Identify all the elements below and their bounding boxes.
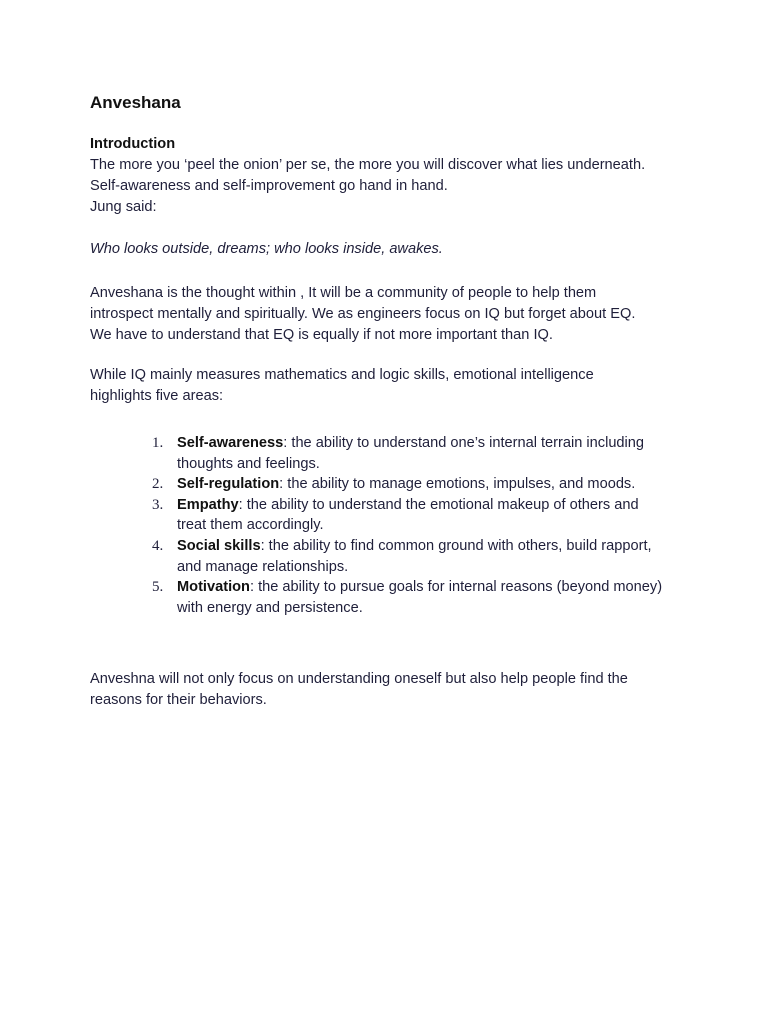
list-number: 2. — [152, 476, 164, 493]
introduction-section — [90, 134, 690, 218]
paragraph-line: reasons for their behaviors. — [90, 692, 267, 708]
list-description: thoughts and feelings. — [177, 455, 320, 472]
list-term: Motivation — [177, 579, 250, 596]
list-item — [90, 536, 687, 577]
list-item — [90, 495, 687, 536]
paragraph-line: While IQ mainly measures mathematics and logic skills, emotional intelligence — [90, 367, 594, 383]
document-page — [90, 0, 690, 1024]
list-number: 1. — [152, 435, 164, 451]
intro-line: Self-awareness and self-improvement go hand in hand. — [90, 178, 448, 194]
list-description: : the ability to understand one’s internal terrain including — [283, 435, 645, 451]
list-description: : the ability to understand the emotional makeup of others and — [238, 496, 639, 513]
paragraph-line: We have to understand that EQ is equally if not more important than IQ. — [90, 327, 553, 343]
eq-areas-list — [90, 433, 690, 618]
intro-line: The more you ‘peel the onion’ per se, the more you will discover what lies underneath. — [90, 157, 646, 173]
list-item — [90, 433, 687, 474]
list-number: 5. — [152, 579, 164, 596]
list-term: Social skills — [177, 537, 261, 554]
list-description: : the ability to manage emotions, impulses, and moods. — [279, 476, 636, 493]
list-item — [90, 474, 687, 495]
list-description: and manage relationships. — [177, 558, 349, 575]
document-title: Anveshana — [90, 93, 181, 112]
intro-line: Jung said: — [90, 199, 157, 215]
paragraph-line: Anveshana is the thought within , It will be a community of people to help them — [90, 285, 597, 301]
list-term: Self-regulation — [177, 476, 280, 493]
paragraph-anveshana — [90, 283, 690, 346]
list-number: 4. — [152, 537, 164, 554]
paragraph-iq-eq — [90, 365, 690, 407]
jung-quote: Who looks outside, dreams; who looks inside, awakes. — [90, 241, 443, 257]
introduction-heading: Introduction — [90, 136, 176, 152]
list-number: 3. — [152, 496, 164, 513]
list-description: treat them accordingly. — [177, 517, 324, 534]
list-description: with energy and persistence. — [177, 599, 363, 616]
list-term: Self-awareness — [177, 435, 284, 451]
paragraph-line: highlights five areas: — [90, 388, 224, 404]
list-description: : the ability to find common ground with others, build rapport, — [260, 537, 652, 554]
list-item — [90, 577, 687, 618]
paragraph-line: introspect mentally and spiritually. We as engineers focus on IQ but forget about EQ. — [90, 306, 636, 322]
list-term: Empathy — [177, 496, 239, 513]
paragraph-conclusion — [90, 669, 690, 711]
list-description: : the ability to pursue goals for internal reasons (beyond money) — [249, 579, 663, 596]
paragraph-line: Anveshna will not only focus on understanding oneself but also help people find the — [90, 671, 628, 687]
